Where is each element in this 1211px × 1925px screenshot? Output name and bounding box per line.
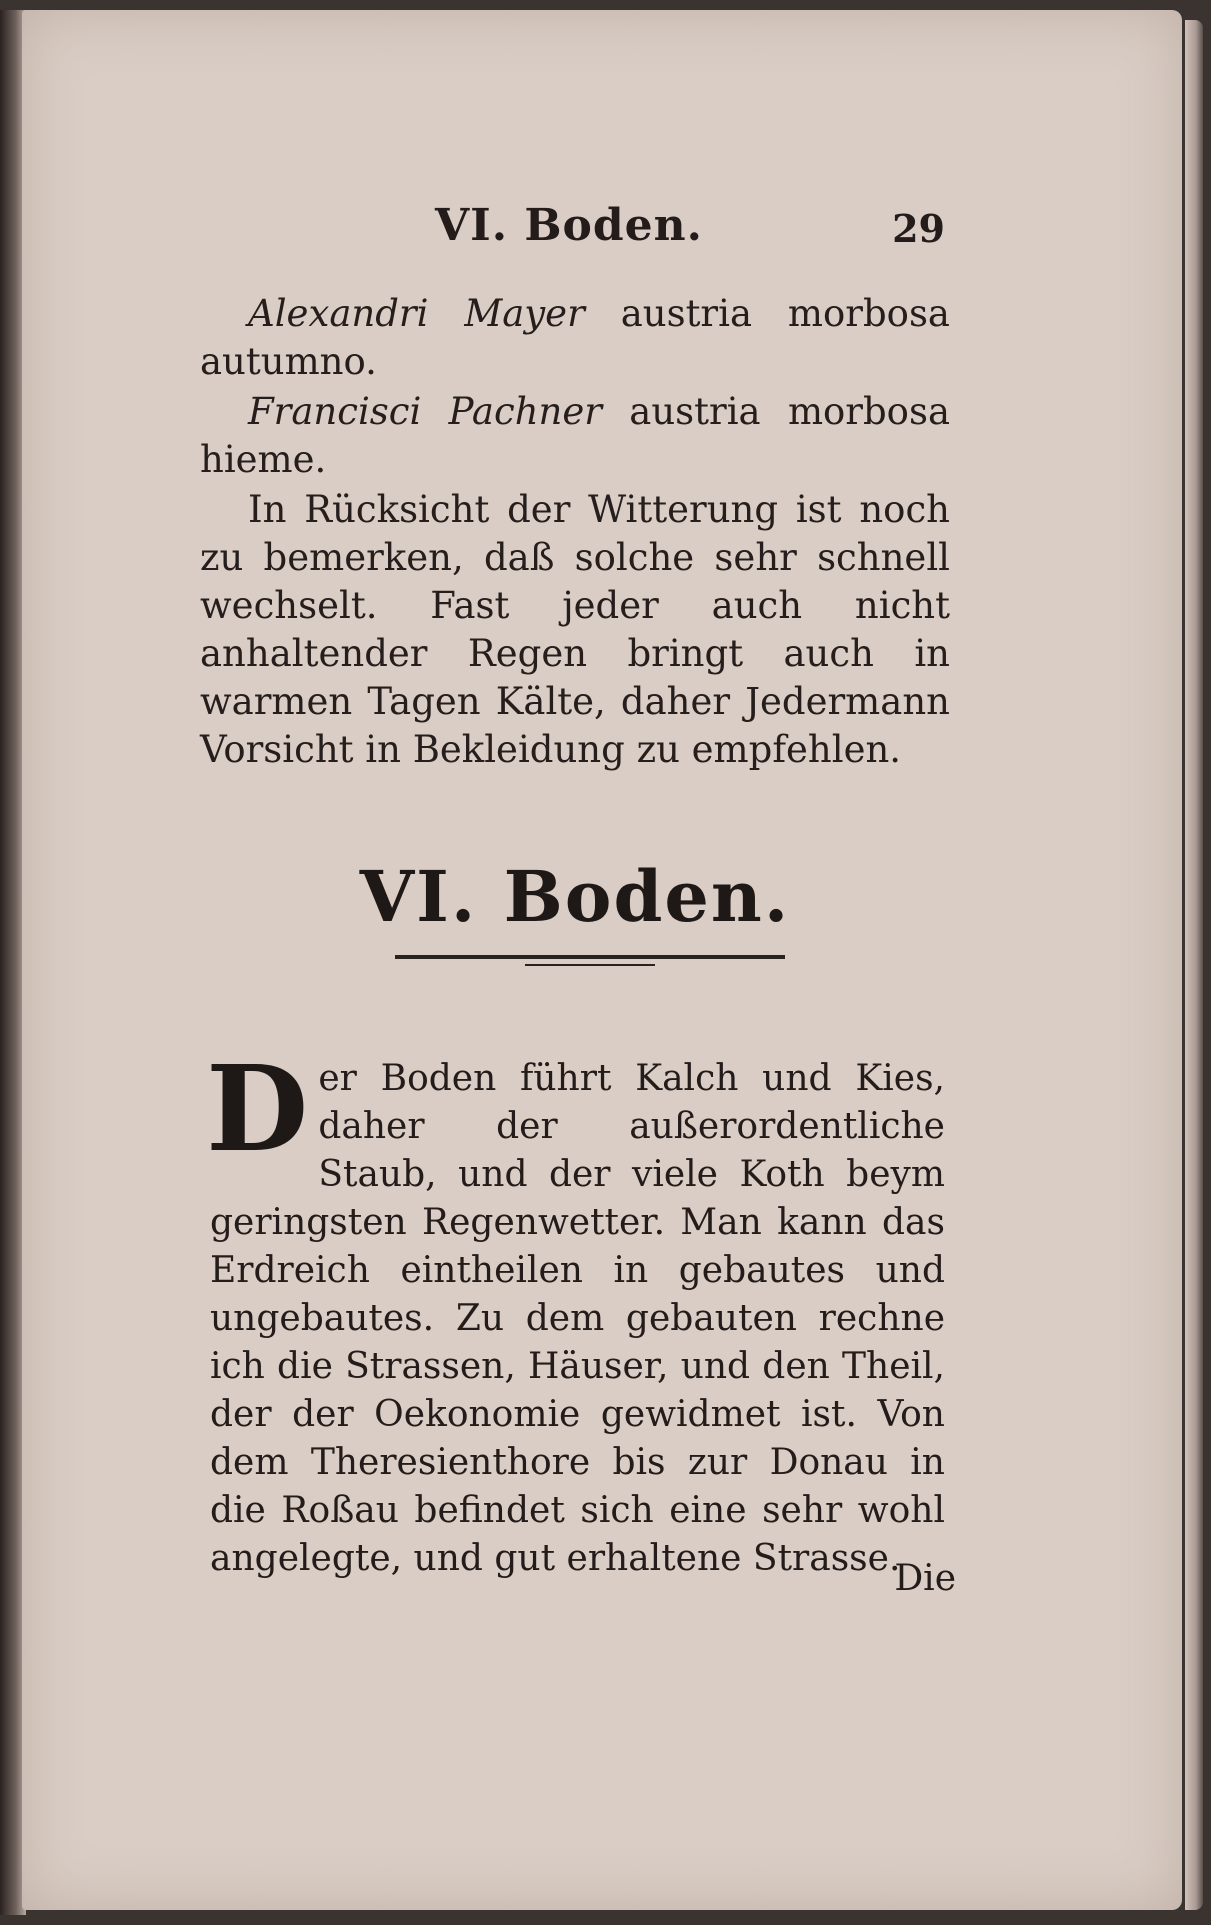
page-edge [1185,20,1203,1910]
paragraph-pachner [200,388,950,484]
section-body [206,1039,945,1583]
paragraph-mayer-rest: austria morbosa autumno. [200,292,950,383]
paragraph-weather: In Rücksicht der Witterung ist noch zu bemerken, daß solche sehr schnell wechselt. Fast jeder auch nicht anhaltender Regen bringt auch in warmen Tagen Kälte, daher Jedermann Vorsicht in Bekleidung zu empfehlen. [200,488,950,771]
body-text [200,290,950,776]
divider-thick-line [395,955,785,959]
section-divider [395,955,785,969]
catchword: Die [894,1558,956,1599]
drop-cap: D [206,1039,309,1178]
running-title: VI. Boden. [435,200,703,251]
section-paragraph: er Boden führt Kalch und Kies, daher der außerordentliche Staub, und der viele Koth beym geringsten Regenwetter. Man kann das Erdreich eintheilen in gebautes und ungebautes. Zu dem gebauten rechne ich die Strassen, Häuser, und den Theil, der der Oekonomie gewidmet ist. Von dem Theresienthore bis zur Donau in die Roßau befindet sich eine sehr wohl angelegte, und gut erhaltene Strasse. [210,1058,945,1579]
paragraph-mayer [200,290,950,386]
divider-thin-line [525,964,655,966]
page-header [215,200,945,270]
paragraph-pachner-rest: austria morbosa hieme. [200,390,951,481]
name-francisci-pachner: Francisci Pachner [248,390,602,433]
page-number: 29 [892,206,945,251]
section-title: VI. Boden. [359,855,791,938]
name-alexandri-mayer: Alexandri Mayer [248,292,585,335]
